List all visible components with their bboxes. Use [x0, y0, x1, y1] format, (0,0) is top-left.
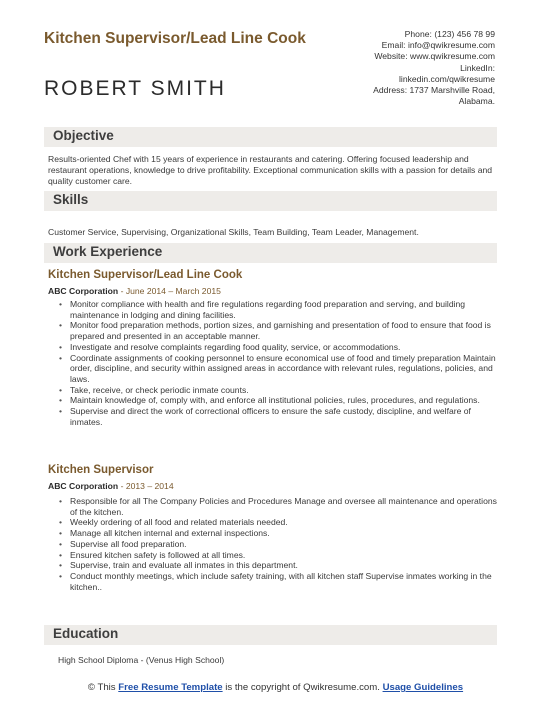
contact-phone [295, 29, 495, 40]
list-item: • Monitor compliance with health and fire regulations regarding food preparation and serving, and building maintenance in lodging and dining facilities. [48, 299, 498, 320]
list-item: • Coordinate assignments of cooking personnel to ensure economical use of food and timely preparation Maintain order, discipline, and security within assigned areas in accordance with relevant rules, regulations, policies, and laws. [48, 353, 498, 385]
objective-section-header [44, 127, 497, 147]
website-label: Website: [374, 51, 408, 62]
list-item: • Supervise all food preparation. [48, 539, 498, 550]
job-meta [48, 286, 221, 296]
address-value: 1737 Marshville Road, Alabama. [409, 85, 495, 107]
phone-value: (123) 456 78 99 [434, 29, 495, 39]
list-item: • Weekly ordering of all food and related materials needed. [48, 517, 498, 528]
job-title: Kitchen Supervisor [48, 464, 154, 476]
job-duties-list [48, 496, 498, 592]
list-item: • Take, receive, or check periodic inmate counts. [48, 385, 498, 396]
footer-prefix: © This [87, 682, 119, 693]
list-item: • Supervise and direct the work of correctional officers to ensure the safe custody, discipline, and welfare of inmates. [48, 406, 498, 427]
candidate-name: ROBERT SMITH [44, 77, 226, 100]
objective-text: Results-oriented Chef with 15 years of experience in restaurants and catering. Offering focused leadership and restaurant operations, knowledge to drive profitability. Exceptional communication skills with a passion for details and quality customer care. [48, 154, 493, 186]
education-section-header [44, 625, 497, 645]
email-value[interactable]: info@qwikresume.com [407, 40, 495, 51]
job-company: ABC Corporation [48, 481, 119, 491]
footer-middle: is the copyright of Qwikresume.com. [222, 682, 383, 693]
skills-heading: Skills [53, 192, 89, 207]
list-item: • Investigate and resolve complaints regarding food quality, service, or accommodations. [48, 342, 498, 353]
contact-address [295, 85, 495, 107]
usage-guidelines-link[interactable]: Usage Guidelines [382, 682, 464, 693]
skills-text: Customer Service, Supervising, Organizational Skills, Team Building, Team Leader, Management. [48, 227, 419, 237]
contact-linkedin [295, 63, 495, 85]
job-title: Kitchen Supervisor/Lead Line Cook [48, 269, 243, 281]
copyright-footer [44, 682, 507, 694]
resume-headline: Kitchen Supervisor/Lead Line Cook [44, 30, 306, 47]
address-label: Address: [373, 85, 408, 96]
job-meta [48, 481, 174, 491]
contact-email [295, 40, 495, 51]
list-item: • Conduct monthly meetings, which include safety training, with all kitchen staff Supervise inmates working in the kitchen.. [48, 571, 498, 592]
list-item: • Ensured kitchen safety is followed at all times. [48, 550, 498, 561]
list-item: • Maintain knowledge of, comply with, and enforce all institutional policies, rules, procedures, and regulations. [48, 395, 498, 406]
work-heading: Work Experience [53, 244, 163, 259]
work-section-header [44, 243, 497, 263]
list-item: • Monitor food preparation methods, portion sizes, and garnishing and presentation of food to ensure that food is prepared and presented in an acceptable manner. [48, 320, 498, 341]
phone-label: Phone: [404, 29, 432, 39]
email-label: Email: [381, 40, 406, 51]
objective-heading: Objective [53, 128, 114, 143]
list-item: • Manage all kitchen internal and external inspections. [48, 528, 498, 539]
list-item: • Supervise, train and evaluate all inmates in this department. [48, 560, 498, 571]
free-resume-template-link[interactable]: Free Resume Template [118, 682, 223, 693]
linkedin-label: LinkedIn: [460, 62, 495, 73]
education-text: High School Diploma - (Venus High School) [58, 655, 225, 665]
contact-website [295, 51, 495, 62]
website-link[interactable]: www.qwikresume.com [409, 51, 495, 62]
job-dates: - 2013 – 2014 [118, 481, 174, 491]
contact-block [295, 29, 495, 107]
linkedin-value[interactable]: linkedin.com/qwikresume [399, 73, 495, 84]
job-company: ABC Corporation [48, 286, 119, 296]
list-item: • Responsible for all The Company Policies and Procedures Manage and oversee all maintenance and operations of the kitchen. [48, 496, 498, 517]
job-dates: - June 2014 – March 2015 [118, 286, 221, 296]
education-heading: Education [53, 626, 119, 641]
skills-section-header [44, 191, 497, 211]
job-duties-list [48, 299, 498, 427]
